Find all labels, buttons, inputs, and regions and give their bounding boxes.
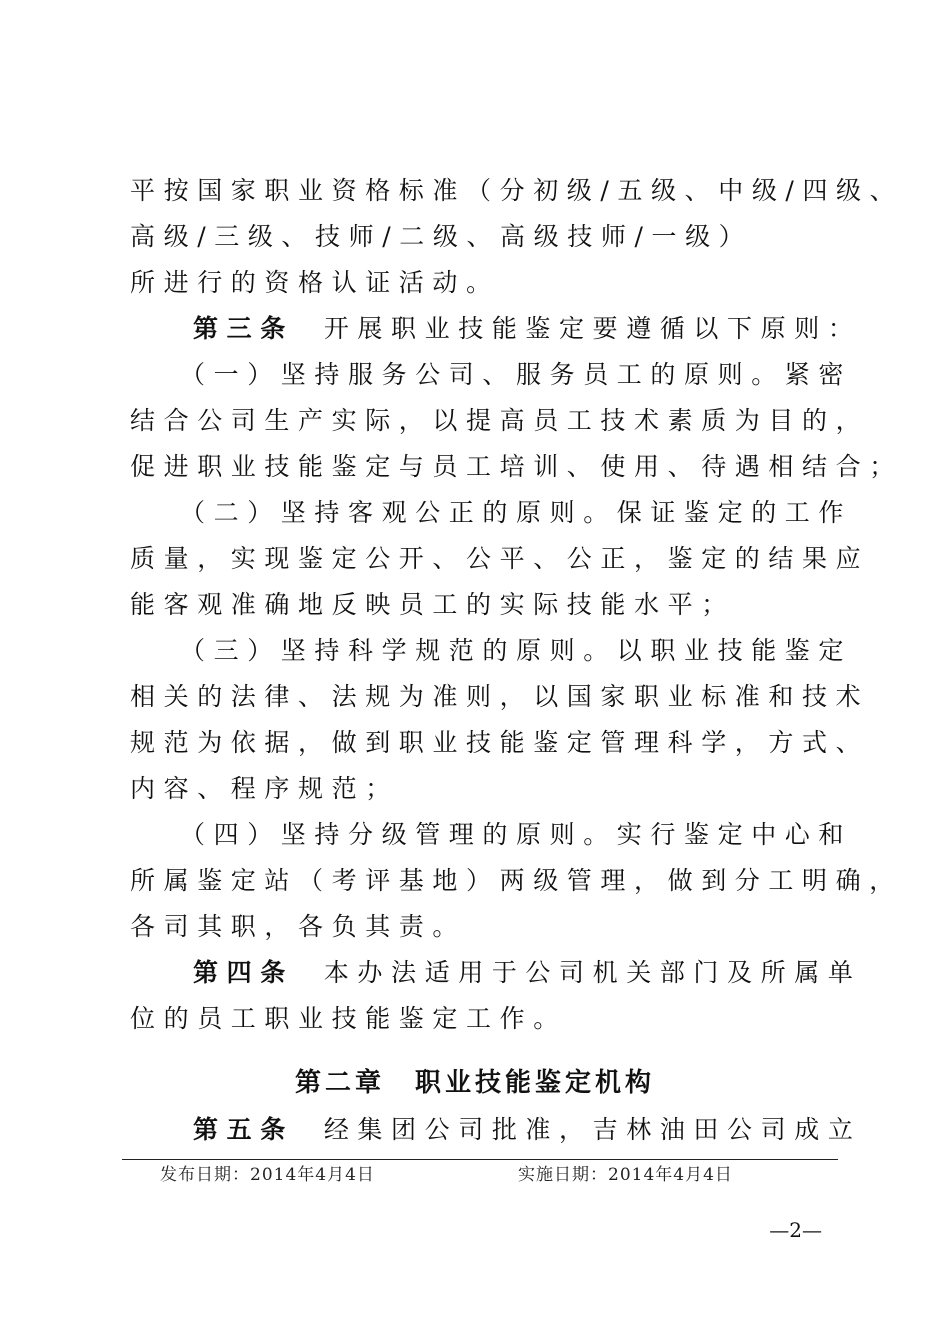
body-line: 规范为依据，做到职业技能鉴定管理科学，方式、 [130, 728, 870, 757]
article-label: 第四条 [193, 958, 294, 987]
article-text: 开展职业技能鉴定要遵循以下原则： [323, 314, 862, 343]
article-text: 经集团公司批准，吉林油田公司成立 [323, 1115, 862, 1144]
body-line: 平按国家职业资格标准（分初级/五级、中级/四级、 [130, 176, 904, 205]
body-line: （四）坚持分级管理的原则。实行鉴定中心和 [180, 820, 853, 849]
article-label: 第三条 [193, 314, 294, 343]
body-line: 能客观准确地反映员工的实际技能水平； [130, 590, 735, 619]
body-line: 相关的法律、法规为准则，以国家职业标准和技术 [130, 682, 870, 711]
article-text: 本办法适用于公司机关部门及所属单 [323, 958, 862, 987]
body-line: （三）坚持科学规范的原则。以职业技能鉴定 [180, 636, 853, 665]
chapter-heading: 第二章 职业技能鉴定机构 [294, 1068, 655, 1098]
body-line: 各司其职，各负其责。 [130, 912, 467, 941]
article-label: 第五条 [193, 1115, 294, 1144]
body-line: 内容、程序规范； [130, 774, 399, 803]
publish-date: 发布日期：2014年4月4日 [160, 1165, 375, 1185]
body-line: 结合公司生产实际，以提高员工技术素质为目的， [130, 406, 870, 435]
effective-date: 实施日期：2014年4月4日 [518, 1165, 733, 1185]
article-4 [193, 958, 861, 988]
body-line: 位的员工职业技能鉴定工作。 [130, 1004, 567, 1033]
body-line: 所进行的资格认证活动。 [130, 268, 500, 297]
body-line: 高级/三级、技师/二级、高级技师/一级） [130, 222, 753, 251]
body-line: 质量，实现鉴定公开、公平、公正，鉴定的结果应 [130, 544, 870, 573]
body-line: 促进职业技能鉴定与员工培训、使用、待遇相结合； [130, 452, 903, 481]
body-line: （二）坚持客观公正的原则。保证鉴定的工作 [180, 498, 853, 527]
body-line: （一）坚持服务公司、服务员工的原则。紧密 [180, 360, 853, 389]
body-line: 所属鉴定站（考评基地）两级管理，做到分工明确， [130, 866, 903, 895]
page-number: —2— [769, 1218, 822, 1242]
article-3 [193, 314, 861, 344]
article-5 [193, 1115, 861, 1145]
